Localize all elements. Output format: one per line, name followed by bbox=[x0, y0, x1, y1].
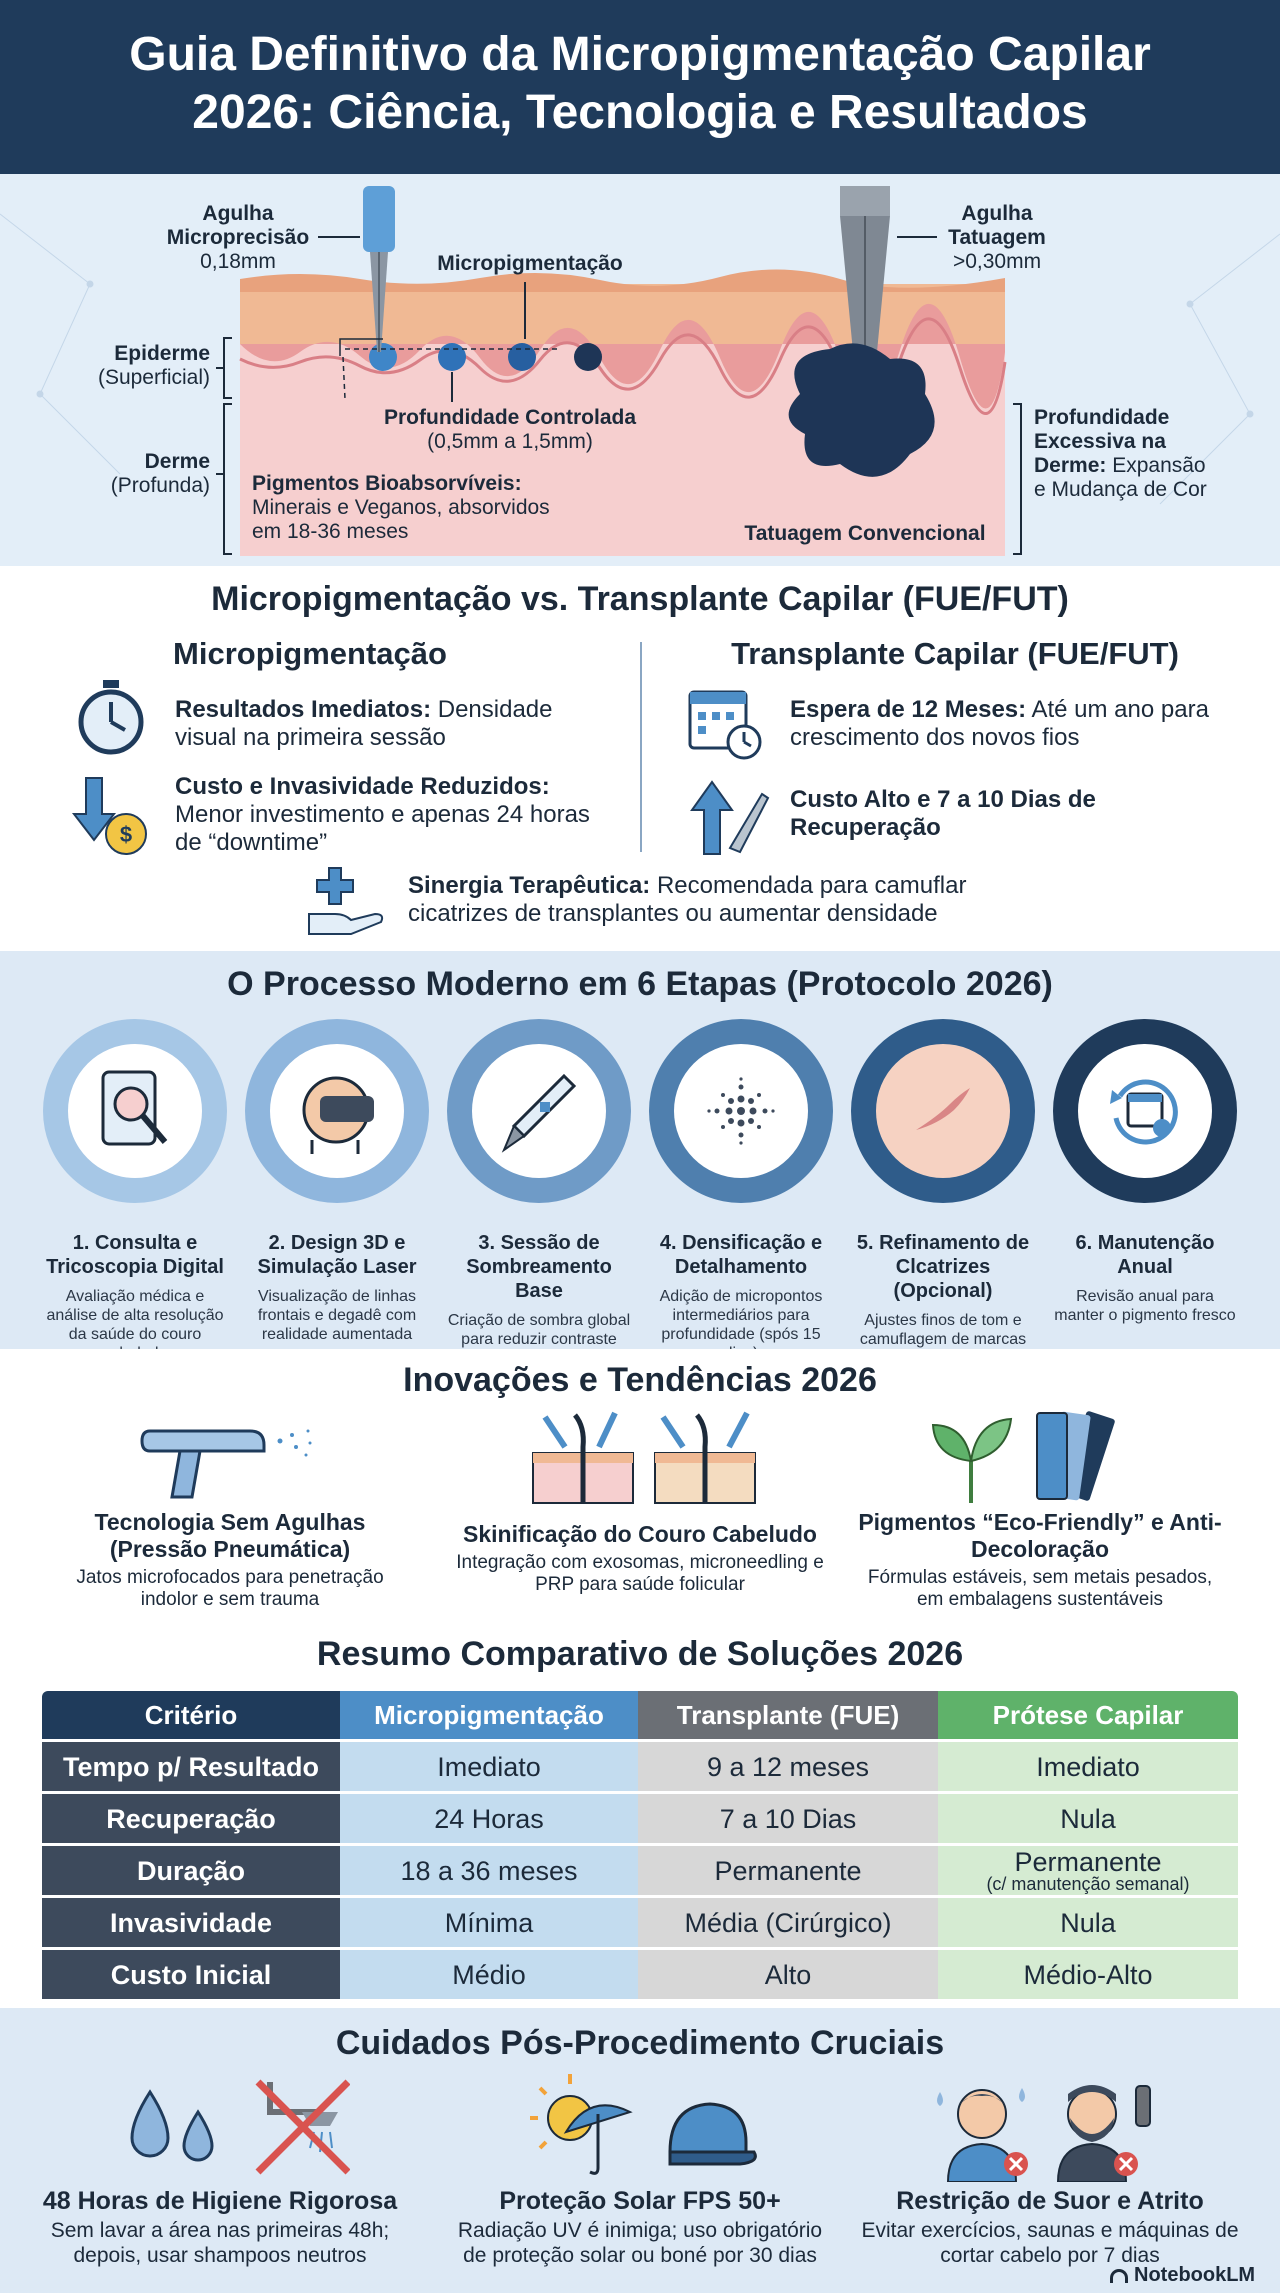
care-item-1 bbox=[30, 2186, 410, 2268]
up-arrow-scalpel-icon bbox=[686, 774, 772, 860]
footer-brand bbox=[1110, 2264, 1255, 2287]
process-step-3 bbox=[446, 1019, 632, 1349]
table-row bbox=[42, 1950, 1238, 1999]
brand-icon bbox=[1110, 2269, 1128, 2283]
cell-protese bbox=[938, 1846, 1238, 1895]
left-item2-text: Menor investimento e apenas 24 horas de “downtime” bbox=[175, 801, 590, 856]
leaf-swatch-icon bbox=[925, 1407, 1125, 1507]
care-3-title: Restrição de Suor e Atrito bbox=[896, 2187, 1204, 2215]
innovation-2 bbox=[440, 1521, 840, 1596]
summary-table bbox=[42, 1688, 1238, 2002]
cell-micro: Mínima bbox=[340, 1898, 638, 1947]
tattoo-needle-label-1: Agulha bbox=[961, 202, 1033, 225]
page-title-line1: Guia Definitivo da Micropigmentação Capilar bbox=[129, 28, 1151, 81]
step-4-desc: Adição de micropontos intermediários para profundidade (spós 15 bbox=[659, 1288, 823, 1343]
pigment-dot bbox=[438, 343, 466, 371]
pigment-dot bbox=[574, 343, 602, 371]
step-6-desc: Revisão anual para manter o pigmento fresco bbox=[1054, 1288, 1236, 1324]
innovation-3-title: Pigmentos “Eco-Friendly” e Anti-Decoloração bbox=[858, 1509, 1222, 1562]
process-step-4 bbox=[648, 1019, 834, 1363]
step-2-title: 2. Design 3D e Simulação Laser bbox=[257, 1232, 417, 1278]
cell-protese: Nula bbox=[938, 1794, 1238, 1843]
cell-micro: 18 a 36 meses bbox=[340, 1846, 638, 1895]
left-item1-bold: Resultados Imediatos: bbox=[175, 696, 432, 723]
excessiva-desc-2: e Mudança de Cor bbox=[1034, 478, 1207, 501]
step-1-title: 1. Consulta e Tricoscopia Digital bbox=[46, 1232, 224, 1278]
care-section bbox=[0, 2008, 1280, 2293]
care-item-2 bbox=[450, 2186, 830, 2268]
table-row bbox=[42, 1794, 1238, 1843]
care-2-desc: Radiação UV é inimiga; uso obrigatório de proteção solar ou boné por 30 dias bbox=[457, 2219, 823, 2267]
pigment-dot bbox=[369, 343, 397, 371]
profundidade-range: (0,5mm a 1,5mm) bbox=[427, 430, 593, 453]
innovation-2-desc: Integração com exosomas, microneedling e PRP para saúde folicular bbox=[456, 1552, 824, 1595]
epiderme-label: Epiderme bbox=[114, 342, 210, 365]
sun-umbrella-cap-icon bbox=[530, 2072, 760, 2182]
down-arrow-coin-icon bbox=[68, 774, 154, 860]
excessiva-label-2: Excessiva na bbox=[1034, 430, 1166, 453]
cell-micro: Médio bbox=[340, 1950, 638, 1999]
header-micropigmentacao: Micropigmentação bbox=[340, 1691, 638, 1739]
step-3-desc: Criação de sombra global para reduzir contraste bbox=[447, 1312, 631, 1348]
care-1-title: 48 Horas de Higiene Rigorosa bbox=[42, 2187, 398, 2215]
micro-needle-label-2: Microprecisão bbox=[166, 226, 310, 249]
excessiva-desc-1: Expansão bbox=[1106, 454, 1206, 477]
synergy-text: Recomendada para camuflar cicatrizes de transplantes ou aumentar densidade bbox=[408, 872, 967, 927]
header-transplante: Transplante (FUE) bbox=[638, 1691, 938, 1739]
table-row bbox=[42, 1846, 1238, 1895]
cell-protese-value: Permanente bbox=[1014, 1846, 1162, 1877]
step-2-desc: Visualização de linhas frontais e degadê com realidade aumentada bbox=[257, 1288, 417, 1343]
column-divider bbox=[640, 642, 642, 852]
comparison-right-title: Transplante Capilar (FUE/FUT) bbox=[731, 636, 1179, 671]
micro-needle-label-3: 0,18mm bbox=[200, 250, 276, 273]
header-banner bbox=[0, 0, 1280, 174]
care-2-title: Proteção Solar FPS 50+ bbox=[499, 2187, 781, 2215]
row-label: Invasividade bbox=[42, 1898, 340, 1947]
page-title-line2: 2026: Ciência, Tecnologia e Resultados bbox=[192, 86, 1088, 139]
tatuagem-label: Tatuagem Convencional bbox=[744, 522, 986, 545]
micropigmentacao-label: Micropigmentação bbox=[437, 252, 623, 275]
step-3-title: 3. Sessão de Sombreamento Base bbox=[466, 1232, 612, 1302]
left-item2-bold: Custo e Invasividade Reduzidos: bbox=[175, 773, 550, 800]
step-1-desc: Avaliação médica e análise de alta resolução da saúde do couro bbox=[46, 1288, 224, 1343]
derme-label: Derme bbox=[144, 450, 210, 473]
calendar-refresh-icon bbox=[1100, 1066, 1190, 1156]
innovations-title: Inovações e Tendências 2026 bbox=[403, 1361, 877, 1399]
row-label: Tempo p/ Resultado bbox=[42, 1742, 340, 1791]
synergy-bold: Sinergia Terapêutica: bbox=[408, 872, 651, 899]
table-row bbox=[42, 1898, 1238, 1947]
comparison-section bbox=[0, 566, 1280, 951]
epiderme-sub: (Superficial) bbox=[97, 366, 210, 389]
care-1-desc: Sem lavar a área nas primeiras 48h; depois, usar shampoos neutros bbox=[50, 2219, 390, 2267]
row-label: Custo Inicial bbox=[42, 1950, 340, 1999]
footer-brand-text: NotebookLM bbox=[1134, 2264, 1256, 2286]
innovation-1-desc: Jatos microfocados para penetração indolor e sem trauma bbox=[76, 1567, 384, 1610]
cell-protese: Nula bbox=[938, 1898, 1238, 1947]
calendar-clock-icon bbox=[686, 684, 766, 764]
cell-transplante: 7 a 10 Dias bbox=[638, 1794, 938, 1843]
cell-protese: Médio-Alto bbox=[938, 1950, 1238, 1999]
hand-plus-icon bbox=[305, 864, 387, 938]
excessiva-label-3: Derme: bbox=[1034, 454, 1107, 477]
cell-transplante: Permanente bbox=[638, 1846, 938, 1895]
table-row bbox=[42, 1742, 1238, 1791]
step-4-title: 4. Densificação e Detalhamento bbox=[659, 1232, 823, 1278]
care-3-desc: Evitar exercícios, saunas e máquinas de cortar cabelo por 7 dias bbox=[861, 2219, 1239, 2267]
scar-icon bbox=[898, 1066, 988, 1156]
cell-transplante: 9 a 12 meses bbox=[638, 1742, 938, 1791]
process-title: O Processo Moderno em 6 Etapas (Protocolo 2026) bbox=[227, 965, 1053, 1003]
summary-title: Resumo Comparativo de Soluções 2026 bbox=[316, 1635, 964, 1673]
profundidade-label: Profundidade Controlada bbox=[384, 406, 636, 429]
cell-micro: Imediato bbox=[340, 1742, 638, 1791]
row-label: Recuperação bbox=[42, 1794, 340, 1843]
right-item1-text: Até um ano para crescimento dos novos fios bbox=[790, 696, 1209, 751]
summary-section bbox=[0, 1621, 1280, 2008]
vr-head-icon bbox=[292, 1066, 382, 1156]
tattoo-needle-label-2: Tatuagem bbox=[948, 226, 1046, 249]
micro-needle-icon bbox=[363, 186, 395, 252]
innovation-2-title: Skinificação do Couro Cabeludo bbox=[463, 1521, 817, 1547]
pigmentos-desc-1: Minerais e Veganos, absorvidos bbox=[252, 496, 550, 519]
tablet-magnifier-icon bbox=[95, 1066, 175, 1156]
innovation-1 bbox=[50, 1509, 410, 1611]
skin-diagram-section bbox=[0, 174, 1280, 566]
row-label: Duração bbox=[42, 1846, 340, 1895]
process-step-2 bbox=[244, 1019, 430, 1344]
process-step-6 bbox=[1052, 1019, 1238, 1325]
comparison-left-title: Micropigmentação bbox=[173, 636, 447, 671]
cell-protese: Imediato bbox=[938, 1742, 1238, 1791]
innovation-3-desc: Fórmulas estáveis, sem metais pesados, em embalagens sustentáveis bbox=[867, 1567, 1213, 1610]
process-step-5 bbox=[850, 1019, 1036, 1368]
dot-cluster-icon bbox=[696, 1066, 786, 1156]
epidermis-layer bbox=[240, 284, 1005, 344]
left-item1-text: Densidade visual na primeira sessão bbox=[175, 696, 553, 751]
pneumatic-injector-icon bbox=[140, 1411, 320, 1501]
header-criterio: Critério bbox=[42, 1691, 340, 1739]
innovations-section bbox=[0, 1349, 1280, 1621]
cell-micro: 24 Horas bbox=[340, 1794, 638, 1843]
right-item2-bold: Custo Alto e 7 a 10 Dias de Recuperação bbox=[790, 786, 1096, 841]
step-6-title: 6. Manutenção Anual bbox=[1075, 1232, 1215, 1278]
comparison-title: Micropigmentação vs. Transplante Capilar (FUE/FUT) bbox=[211, 580, 1069, 618]
header-protese: Prótese Capilar bbox=[938, 1691, 1238, 1739]
water-drops-no-shower-icon bbox=[120, 2072, 350, 2182]
tattoo-needle-label-3: >0,30mm bbox=[952, 250, 1042, 273]
scalp-skin-needles-icon bbox=[525, 1407, 765, 1507]
svg-text:$: $ bbox=[119, 822, 133, 847]
right-item1-bold: Espera de 12 Meses: bbox=[790, 696, 1027, 723]
innovation-1-title: Tecnologia Sem Agulhas (Pressão Pneumática) bbox=[94, 1509, 366, 1562]
tattoo-pen-icon bbox=[494, 1066, 584, 1156]
care-title: Cuidados Pós-Procedimento Cruciais bbox=[335, 2024, 945, 2062]
step-5-desc: Ajustes finos de tom e camuflagem de marcas bbox=[859, 1312, 1027, 1348]
stopwatch-icon bbox=[75, 678, 147, 758]
step-5-title: 5. Refinamento de Clcatrizes (Opcional) bbox=[856, 1232, 1030, 1302]
pigmentos-label: Pigmentos Bioabsorvíveis: bbox=[252, 472, 522, 495]
cell-protese-note: (c/ manutenção semanal) bbox=[986, 1873, 1190, 1894]
no-sweat-no-clipper-icon bbox=[930, 2072, 1160, 2182]
process-section bbox=[0, 951, 1280, 1349]
excessiva-label-1: Profundidade bbox=[1034, 406, 1170, 429]
process-step-1 bbox=[42, 1019, 228, 1363]
innovation-3 bbox=[855, 1509, 1225, 1611]
micro-needle-label-1: Agulha bbox=[202, 202, 274, 225]
care-item-3 bbox=[860, 2186, 1240, 2268]
cell-transplante: Alto bbox=[638, 1950, 938, 1999]
derme-sub: (Profunda) bbox=[110, 474, 210, 497]
cell-transplante: Média (Cirúrgico) bbox=[638, 1898, 938, 1947]
pigment-dot bbox=[508, 343, 536, 371]
pigmentos-desc-2: em 18-36 meses bbox=[252, 520, 409, 543]
